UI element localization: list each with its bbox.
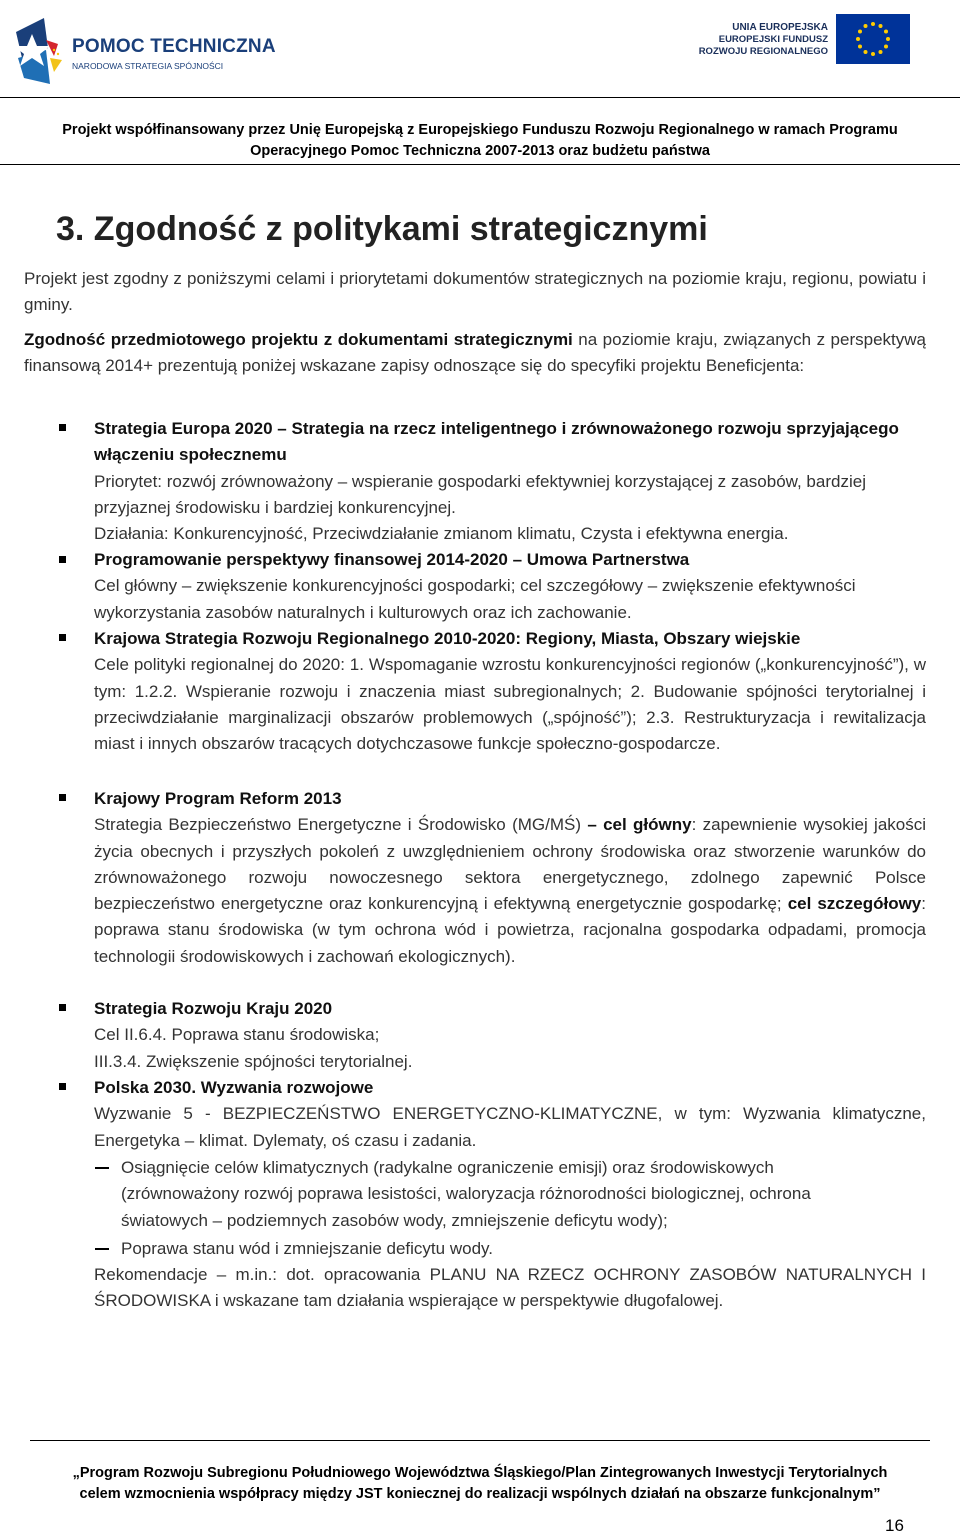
- item-title: Polska 2030. Wyzwania rozwojowe: [94, 1078, 374, 1097]
- bullet-icon: [59, 1083, 66, 1090]
- page-number: 16: [885, 1516, 904, 1535]
- footer-line-2: celem wzmocnienia współpracy między JST koniecznej do realizacji wspólnych działań na obszarze funkcjonalnym”: [79, 1486, 881, 1502]
- list-item-polska-2030: [94, 1075, 926, 1154]
- item-text: [94, 812, 926, 970]
- sub-item: Osiągnięcie celów klimatycznych (radykalne ograniczenie emisji) oraz środowiskowych (zrównoważony rozwój poprawa lesistości, waloryzacja różnorodności biologicznej, ochrona światowych – podziemnych zasobów wody, zmniejszenie deficytu wody);: [121, 1158, 811, 1230]
- kpr-bold-1: – cel główny: [587, 815, 692, 835]
- logo-title: POMOC TECHNICZNA: [72, 36, 276, 57]
- eu-logo-line2: EUROPEJSKI FUNDUSZ: [718, 34, 828, 45]
- eu-logo: [688, 14, 918, 70]
- item-text: Działania: Konkurencyjność, Przeciwdziałanie zmianom klimatu, Czysta i efektywna energia.: [94, 524, 789, 544]
- pomoc-techniczna-logo: [10, 12, 276, 86]
- intro-paragraph-2: [24, 327, 926, 380]
- logo-subtitle: NARODOWA STRATEGIA SPÓJNOŚCI: [72, 61, 224, 71]
- bullet-icon: [59, 794, 66, 801]
- kpr-text-1: Strategia Bezpieczeństwo Energetyczne i Środowisko (MG/MŚ): [94, 815, 588, 835]
- eu-logo-line1: UNIA EUROPEJSKA: [732, 22, 828, 33]
- footer-statement: [0, 1463, 960, 1505]
- item-title: Programowanie perspektywy finansowej 2014-2020 – Umowa Partnerstwa: [94, 550, 690, 569]
- kpr-text-2: : zapewnienie wysokiej jakości życia obecnych i przyszłych pokoleń z uwzględnieniem ochrony środowiska oraz stworzenie warunków do zrównoważonego rozwoju nowoczesnego sektora energetycznego, zdolnego zapewnić Polsce bezpieczeństwo energetyczne oraz konkurencyjną i efektywną energetycznie gospodarkę;: [94, 815, 926, 914]
- item-text: Cel główny – zwiększenie konkurencyjności gospodarki; cel szczegółowy – zwiększenie efektywności wykorzystania zasobów naturalnych i kulturowych oraz ich zachowanie.: [94, 576, 856, 622]
- dash-icon: [95, 1167, 109, 1169]
- star-logo-icon: [10, 14, 68, 86]
- bullet-icon: [59, 1004, 66, 1011]
- funding-statement: [0, 120, 960, 162]
- intro2-bold: Zgodność przedmiotowego projektu z dokumentami strategicznymi: [24, 330, 573, 349]
- list-item-ksrr: [94, 626, 926, 757]
- header-divider-bottom: [0, 164, 960, 165]
- sub-item: Poprawa stanu wód i zmniejszanie deficytu wody.: [121, 1239, 493, 1258]
- header-divider-top: [0, 97, 960, 98]
- item-title: Krajowy Program Reform 2013: [94, 789, 342, 808]
- item-text: Cel II.6.4. Poprawa stanu środowiska;: [94, 1025, 380, 1045]
- item-text: Wyzwanie 5 - BEZPIECZEŃSTWO ENERGETYCZNO-KLIMATYCZNE, w tym: Wyzwania klimatyczne, Energetyka – klimat. Dylematy, oś czasu i zadania.: [94, 1104, 926, 1150]
- kpr-bold-2: cel szczegółowy: [787, 894, 922, 914]
- list-item-kpr-2013: [94, 786, 926, 970]
- item-title: Krajowa Strategia Rozwoju Regionalnego 2010-2020: Regiony, Miasta, Obszary wiejskie: [94, 629, 801, 648]
- item-text: Cele polityki regionalnej do 2020: 1. Wspomaganie wzrostu konkurencyjności regionów („konkurencyjność”), w tym: 1.2.2. Wspieranie rozwoju i znaczenia miast subregionalnych; 2. Budowanie spójności terytorialnej i przeciwdziałanie marginalizacji obszarów problemowych („spójność”); 2.3. Restrukturyzacja i rewitalizacja miast i innych obszarów tracących dotychczasowe funkcje społeczno-gospodarcze.: [94, 655, 926, 754]
- list-item-europa-2020: [94, 416, 926, 547]
- section-title: 3. Zgodność z politykami strategicznymi: [56, 210, 708, 248]
- item-text: Priorytet: rozwój zrównoważony – wspieranie gospodarki efektywniej korzystającej z zasobów, bardziej przyjaznej środowisku i bardziej konkurencyjnej.: [94, 471, 866, 517]
- list-item-srk-2020: [94, 996, 926, 1075]
- eu-logo-line3: ROZWOJU REGIONALNEGO: [698, 46, 828, 57]
- dash-icon: [95, 1248, 109, 1250]
- footer-divider: [30, 1440, 930, 1441]
- list-item-umowa-partnerstwa: [94, 547, 926, 626]
- item-title: Strategia Rozwoju Kraju 2020: [94, 999, 333, 1018]
- item-text-recommendations: Rekomendacje – m.in.: dot. opracowania PLANU NA RZECZ OCHRONY ZASOBÓW NATURALNYCH I ŚRODOWISKA i wskazane tam działania wspierające w perspektywie długofalowej.: [94, 1265, 926, 1311]
- item-text: III.3.4. Zwiększenie spójności terytorialnej.: [94, 1051, 413, 1071]
- item-title: Strategia Europa 2020 – Strategia na rzecz inteligentnego i zrównoważonego rozwoju sprzyjającego włączeniu społecznemu: [94, 419, 899, 465]
- intro-paragraph: Projekt jest zgodny z poniższymi celami i priorytetami dokumentów strategicznych na poziomie kraju, regionu, powiatu i gminy.: [24, 269, 926, 315]
- funding-line-2: Operacyjnego Pomoc Techniczna 2007-2013 oraz budżetu państwa: [250, 143, 710, 159]
- kpr-text-3: : poprawa stanu środowiska (w tym ochrona wód i powietrza, racjonalna gospodarka odpadami, promocja technologii środowiskowych i zachowań ekologicznych).: [94, 894, 927, 966]
- intro2-rest: na poziomie kraju, związanych z perspektywą finansową 2014+ prezentują poniżej wskazane zapisy odnoszące się do specyfiki projektu Beneficjenta:: [24, 330, 926, 376]
- bullet-icon: [59, 634, 66, 641]
- bullet-icon: [59, 424, 66, 431]
- funding-line-1: Projekt współfinansowany przez Unię Europejską z Europejskiego Funduszu Rozwoju Regionalnego w ramach Programu: [62, 122, 898, 138]
- footer-line-1: „Program Rozwoju Subregionu Południowego Województwa Śląskiego/Plan Zintegrowanych Inwestycji Terytorialnych: [72, 1465, 888, 1481]
- bullet-icon: [59, 556, 66, 563]
- eu-flag-icon: [836, 14, 910, 64]
